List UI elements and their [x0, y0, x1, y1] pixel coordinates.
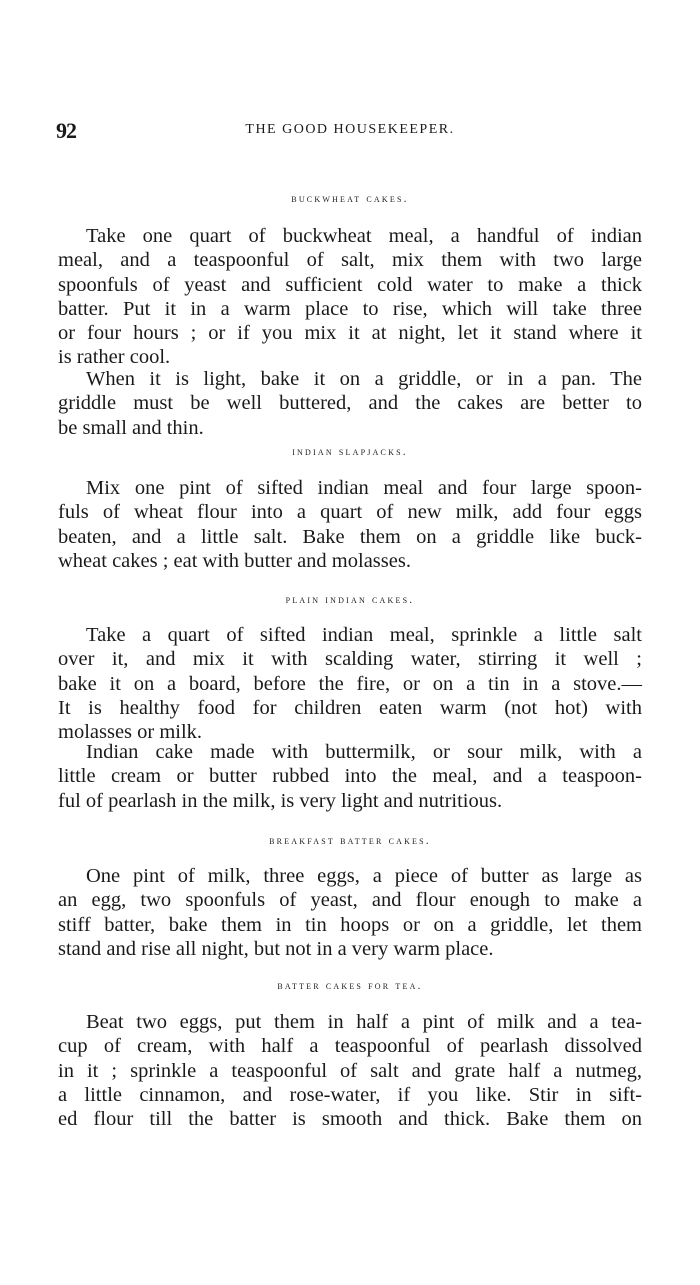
text-line: be small and thin.	[58, 416, 204, 439]
text-line: a little cinnamon, and rose-water, if you like. Stir in sift-	[58, 1083, 642, 1106]
text-line: Beat two eggs, put them in half a pint of milk and a tea-	[86, 1011, 642, 1033]
text-line: When it is light, bake it on a griddle, or in a pan. The	[86, 368, 642, 390]
text-line: little cream or butter rubbed into the meal, and a teaspoon-	[58, 765, 642, 788]
text-line: Take a quart of sifted indian meal, sprinkle a little salt	[86, 624, 642, 646]
text-line: an egg, two spoonfuls of yeast, and flour enough to make a	[58, 889, 642, 912]
text-line: Take one quart of buckwheat meal, a handful of indian	[86, 225, 642, 247]
paragraph-buckwheat-1	[58, 224, 642, 370]
text-line: batter. Put it in a warm place to rise, which will take three	[58, 297, 642, 320]
text-line: Mix one pint of sifted indian meal and four large spoon-	[86, 477, 642, 499]
paragraph-plain-indian-2	[58, 740, 642, 813]
section-heading-indian-slapjacks: indian slapjacks.	[292, 446, 408, 458]
text-line: beaten, and a little salt. Bake them on a griddle like buck-	[58, 525, 642, 548]
text-line: meal, and a teaspoonful of salt, mix them with two large	[58, 249, 642, 272]
text-line: griddle must be well buttered, and the cakes are better to	[58, 392, 642, 415]
text-line: in it ; sprinkle a teaspoonful of salt and grate half a nutmeg,	[58, 1059, 642, 1082]
text-line: wheat cakes ; eat with butter and molasses.	[58, 549, 411, 572]
text-line: bake it on a board, before the fire, or on a tin in a stove.—	[58, 672, 642, 695]
running-title: THE GOOD HOUSEKEEPER.	[245, 122, 455, 137]
text-line: ful of pearlash in the milk, is very light and nutritious.	[58, 789, 503, 812]
paragraph-plain-indian-1	[58, 623, 642, 744]
text-line: One pint of milk, three eggs, a piece of butter as large as	[86, 865, 642, 887]
running-head	[58, 118, 642, 148]
text-line: Indian cake made with buttermilk, or sour milk, with a	[86, 741, 642, 763]
text-line: ed flour till the batter is smooth and thick. Bake them on	[58, 1108, 642, 1131]
section-heading-plain-indian-cakes: plain indian cakes.	[285, 594, 415, 606]
paragraph-buckwheat-2	[58, 367, 642, 440]
text-line: is rather cool.	[58, 346, 171, 369]
text-line: molasses or milk.	[58, 721, 203, 744]
text-line: cup of cream, with half a teaspoonful of pearlash dissolved	[58, 1035, 642, 1058]
paragraph-breakfast-batter	[58, 864, 642, 961]
text-line: It is healthy food for children eaten warm (not hot) with	[58, 696, 642, 719]
text-line: spoonfuls of yeast and sufficient cold water to make a thick	[58, 273, 642, 296]
paragraph-slapjacks	[58, 476, 642, 573]
paragraph-batter-cakes-tea	[58, 1010, 642, 1131]
text-line: stiff batter, bake them in tin hoops or on a griddle, let them	[58, 913, 642, 936]
text-line: over it, and mix it with scalding water, stirring it well ;	[58, 648, 642, 671]
page-number: 92	[56, 118, 76, 143]
section-heading-breakfast-batter-cakes: breakfast batter cakes.	[269, 835, 431, 847]
section-heading-batter-cakes-for-tea: batter cakes for tea.	[277, 980, 423, 992]
section-heading-buckwheat-cakes: buckwheat cakes.	[291, 193, 409, 205]
text-line: fuls of wheat flour into a quart of new milk, add four eggs	[58, 501, 642, 524]
text-line: stand and rise all night, but not in a very warm place.	[58, 937, 494, 960]
text-line: or four hours ; or if you mix it at night, let it stand where it	[58, 322, 642, 345]
